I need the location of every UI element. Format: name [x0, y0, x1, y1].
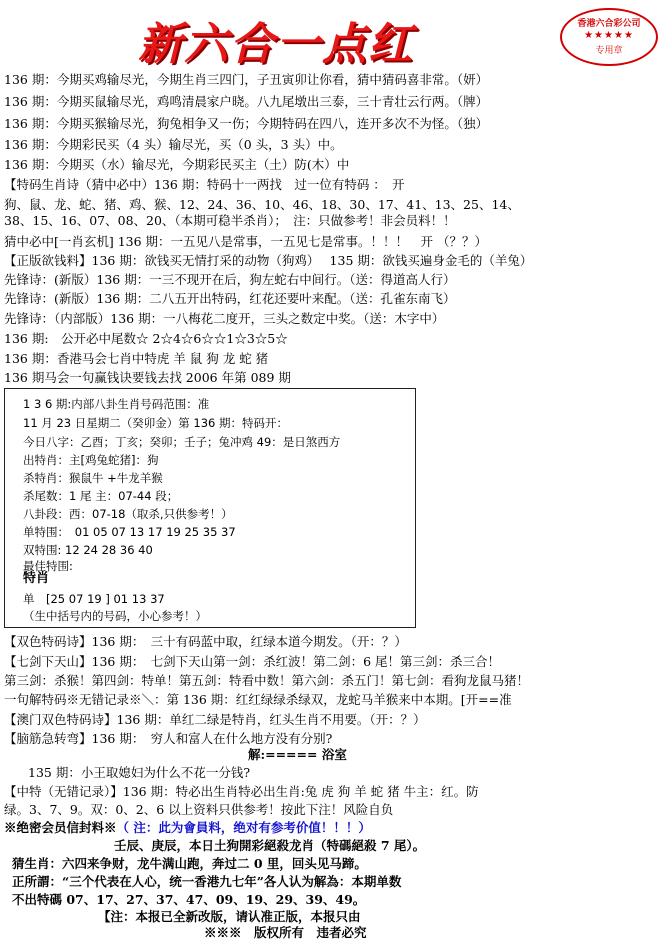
text-line: 136 期: 公开必中尾数☆ 2☆4☆6☆☆1☆3☆5☆ — [4, 331, 288, 346]
text-line: 壬辰、庚辰，本日土狗開彩絕殺龙肖（特碼絕殺 7 尾）。 — [114, 838, 426, 853]
text-line: 136 期马会一句赢钱诀要钱去找 2006 年第 089 期 — [4, 370, 291, 385]
text-line: 先锋诗：（内部版）136 期：一八梅花二度开，三头之数定中奖。（送：木字中） — [4, 311, 445, 326]
text-line: 【脑筋急转弯】136 期： 穷人和富人在什么地方没有分别? — [4, 731, 333, 746]
box-line: 单 [25 07 19 ] 01 13 37 — [23, 592, 165, 606]
text-line: 【注：本报已全新改版，请认准正版，本报只由 — [98, 909, 361, 924]
box-line: 八卦段：西：07-18（取杀,只供参考！） — [23, 507, 233, 521]
text-line: 先锋诗：(新版）136 期：一三不现开在后，狗左蛇右中间行。（送：得道高人行） — [4, 272, 456, 287]
text-line: 136 期：今期买（水）输尽光，今期彩民买主（土）防(木）中 — [4, 157, 350, 172]
text-line: 136 期：今期彩民买（4 头）输尽光，买（0 头，3 头）中。 — [4, 137, 343, 152]
box-line: 出特肖：主[鸡兔蛇猪]：狗 — [23, 453, 159, 467]
text-line: 【正版欲钱料】136 期：欲钱买无情打采的动物（狗鸡） 135 期：欲钱买遍身金毛的（羊兔） — [4, 253, 533, 268]
company-seal — [560, 8, 658, 66]
box-line: 11 月 23 日星期二（癸卯金）第 136 期：特码开： — [23, 416, 288, 430]
text-line: 38、15、16、07、08、20、（本期可稳半杀肖）； 注：只做参考！非会员料！！ — [4, 213, 456, 228]
text-line: 猜生肖：六四来争财，龙牛满山跑，奔过二 0 里，回头见马蹄。 — [12, 856, 367, 871]
riddle-answer: 解:===== 浴室 — [248, 747, 347, 762]
text-line: 绿。3、7、9。双：0、2、6 以上资料只供参考！按此下注！风险自负 — [4, 802, 394, 817]
text-line: 136 期：今期买猴输尽光，狗兔相争又一伤；今期特码在四八，连开多次不为怪。（独） — [4, 116, 489, 131]
text-line: 【双色特码诗】136 期： 三十有码蓝中取，红绿本道今期发。（开：？） — [4, 634, 407, 649]
text-line: 【特码生肖诗（猜中必中）136 期：特码十一两找 过一位有特码 ： 开 — [4, 177, 405, 192]
copyright-line: ※※※ 版权所有 违者必究 — [204, 925, 367, 940]
text-line: 【中特（无错记录）】136 期：特必出生肖特必出生肖:兔 虎 狗 羊 蛇 猪 牛主：红。防 — [4, 784, 479, 799]
box-line: 杀尾数：1 尾 主：07-44 段； — [23, 489, 179, 503]
text-line: 不出特碼 07、17、27、37、47、09、19、29、39、49。 — [12, 892, 366, 907]
text-line: 135 期：小王取媳妇为什么不花一分钱? — [28, 765, 251, 780]
text-line: 先锋诗：(新版）136 期：二八五开出特码，红花还要叶来配。（送：孔雀东南飞） — [4, 291, 456, 306]
text-line: 猜中必中[一肖玄机] 136 期：一五见八是常事，一五见七是常事。！！！ 开 （？？） — [4, 234, 488, 249]
member-notice — [4, 820, 371, 836]
text-line: 狗、鼠、龙、蛇、猪、鸡、猴、12、24、36、10、46、18、30、17、41、13、25、14、 — [4, 197, 520, 212]
box-line: （生中括号内的号码，小心参考！） — [23, 609, 207, 623]
text-line: 一句解特码※无错记录※＼：第 136 期：红红绿绿杀绿双，龙蛇马羊猴来中本期。[开==准 — [4, 692, 512, 707]
box-line: 双特围: 12 24 28 36 40 — [23, 543, 153, 557]
box-line: 今日八字：乙酉；丁亥；癸卯；壬子；兔冲鸡 49：是日煞西方 — [23, 435, 341, 449]
seal-text-bottom: 专用章 — [595, 46, 623, 56]
bagua-info-box — [4, 388, 416, 628]
text-line: 【七剑下天山】136 期： 七剑下天山第一剑：杀红波！第二剑：6 尾！第三剑：杀三合！ — [4, 654, 501, 669]
box-line: 特肖 — [23, 571, 50, 586]
seal-stars: ★★★★★ — [584, 30, 634, 41]
text-line: 第三剑：杀猴！第四剑：特单！第五剑：特看中数！第六剑：杀五门！第七剑：看狗龙鼠马猪！ — [4, 673, 530, 688]
box-line: 最佳特围: — [23, 559, 73, 573]
member-notice-note: （ 注：此为會員料，绝对有参考价值！！！） — [116, 820, 371, 835]
text-line: 136 期：今期买鸡输尽光，今期生肖三四门，子丑寅卯让你看，猜中猜码喜非常。（妍） — [4, 72, 489, 87]
member-notice-label: ※绝密会员信封料※ — [4, 820, 117, 835]
seal-text-top: 香港六合彩公司 — [577, 19, 641, 29]
text-line: 正所謂：“三个代表在人心，统一香港九七年”各人认为解為：本期单数 — [12, 874, 402, 889]
box-line: 杀特肖：猴鼠牛 +牛龙羊猴 — [23, 471, 163, 485]
text-line: 136 期：今期买鼠输尽光，鸡鸣清晨家户晓。八九尾墩出三泰，三十青壮云行两。（牌） — [4, 94, 489, 109]
text-line: 136 期：香港马会七肖中特虎 羊 鼠 狗 龙 蛇 猪 — [4, 351, 269, 366]
box-line: 1 3 6 期:内部八卦生肖号码范围：准 — [23, 397, 210, 411]
page-title: 新六合一点红 — [138, 19, 414, 70]
box-line: 单特围： 01 05 07 13 17 19 25 35 37 — [23, 525, 236, 539]
text-line: 【澳门双色特码诗】136 期：单红二绿是特肖，红头生肖不用要。（开：？） — [4, 712, 426, 727]
